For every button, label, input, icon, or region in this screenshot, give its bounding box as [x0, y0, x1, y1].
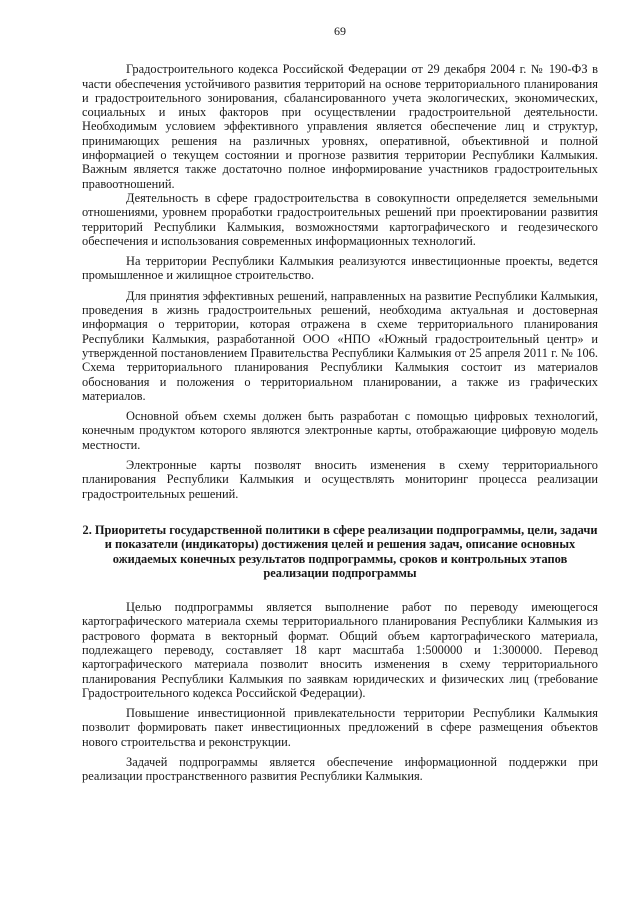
paragraph-cifrovye-tekhnologii: Основной объем схемы должен быть разработан с помощью цифровых технологий, конечным продуктом которого являются электронные карты, отображающие цифровую модель местности. [82, 409, 598, 452]
paragraph-gradostroitelny-kodeks: Градостроительного кодекса Российской Федерации от 29 декабря 2004 г. № 190-ФЗ в части обеспечения устойчивого развития территорий на основе территориального планирования и градостроительного зонирования, сбалансированного учета экологических, экономических, социальных и иных факторов при осуществлении градостроительной деятельности. Необходимым условием эффективного управления является обеспечение лиц и структур, принимающих решения на различных уровнях, оперативной, объективной и полной информацией о текущем состоянии и прогнозе развития территории Республики Калмыкия. Важным является также достаточно полное информирование участников градостроительных правоотношений. [82, 62, 598, 191]
paragraph-zadacha-podprogrammy: Задачей подпрограммы является обеспечение информационной поддержки при реализации пространственного развития Республики Калмыкия. [82, 755, 598, 784]
paragraph-effektivnye-resheniya: Для принятия эффективных решений, направленных на развитие Республики Калмыкия, проведения в жизнь градостроительных решений, необходима актуальная и достоверная информация о территории, которая отражена в схеме территориального планирования Республики Калмыкия, разработанной ООО «НПО «Южный градостроительный центр» и утвержденной постановлением Правительства Республики Калмыкия от 25 апреля 2011 г. № 106. Схема территориального планирования Республики Калмыкия состоит из материалов обоснования и положения о территориальном планировании, а также из графических материалов. [82, 288, 598, 403]
paragraph-investicionnye-proekty: На территории Республики Калмыкия реализуются инвестиционные проекты, ведется промышленное и жилищное строительство. [82, 254, 598, 283]
paragraph-deyatelnost: Деятельность в сфере градостроительства в совокупности определяется земельными отношениями, уровнем проработки градостроительных решений при проектировании развития территорий Республики Калмыкия, возможностями картографического и геодезического обеспечения и использования современных информационных технологий. [82, 190, 598, 248]
section-heading: 2. Приоритеты государственной политики в сфере реализации подпрограммы, цели, задачи и показатели (индикаторы) достижения целей и решения задач, описание основных ожидаемых конечных результатов подпрограммы, сроков и контрольных этапов реализации подпрограммы [82, 522, 598, 580]
paragraph-elektronnye-karty: Электронные карты позволят вносить изменения в схему территориального планирования Республики Калмыкия и осуществлять мониторинг процесса реализации градостроительных решений. [82, 458, 598, 501]
page-number: 69 [334, 24, 346, 38]
paragraph-investicionnaya-privlekatelnost: Повышение инвестиционной привлекательности территории Республики Калмыкия позволит формировать пакет инвестиционных предложений в сфере размещения объектов нового строительства и реконструкции. [82, 706, 598, 749]
paragraph-cel-podprogrammy: Целью подпрограммы является выполнение работ по переводу имеющегося картографического материала схемы территориального планирования Республики Калмыкия из растрового формата в векторный формат. Общий объем картографического материала, подлежащего переводу, составляет 18 карт масштаба 1:500000 и 1:300000. Перевод картографического материала позволит вносить изменения в схему территориального планирования Республики Калмыкия по заявкам юридических и физических лиц (требование Градостроительного кодекса Российской Федерации). [82, 600, 598, 700]
